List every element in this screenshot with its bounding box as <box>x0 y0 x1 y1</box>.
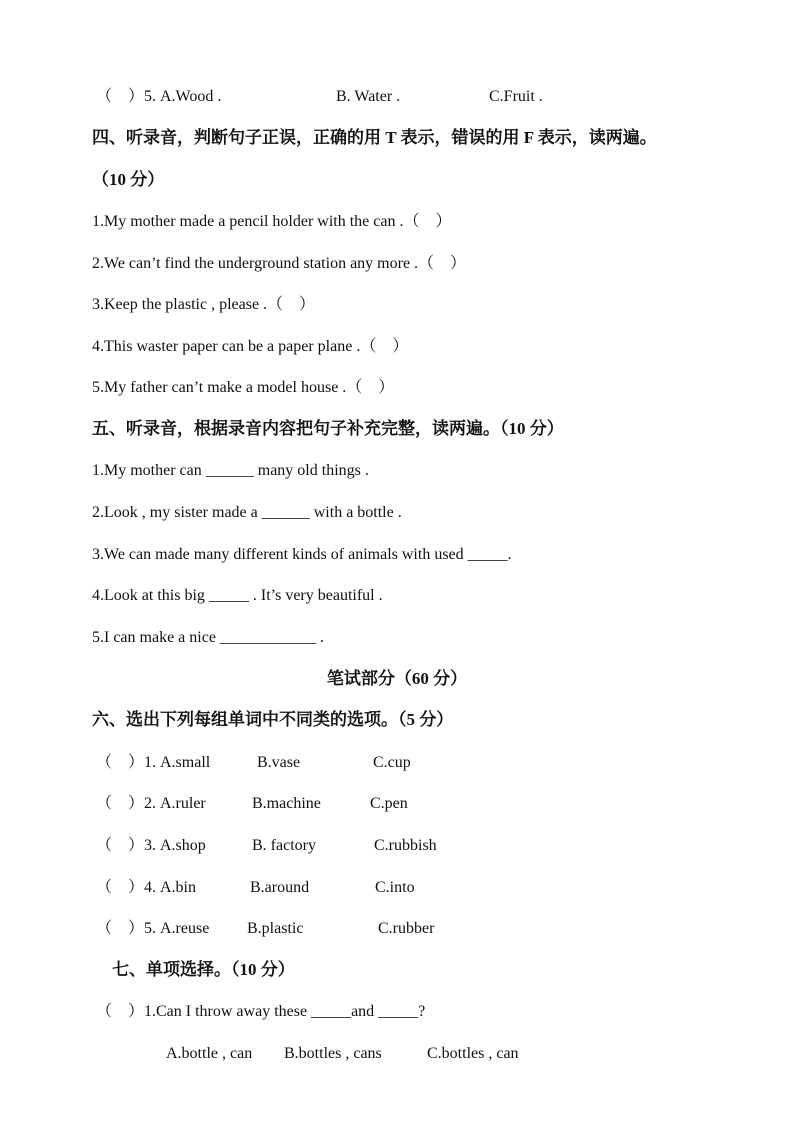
s7-q1-option-b: B.bottles , cans <box>284 1045 382 1062</box>
s6-item-4-option-a: A.bin <box>160 879 196 896</box>
s6-item-1-option-a: A.small <box>160 754 211 771</box>
s6-item-2-prefix: （ ）2. <box>96 795 157 812</box>
s6-item-3-prefix: （ ）3. <box>96 837 157 854</box>
s7-q1-option-c: C.bottles , can <box>427 1045 519 1062</box>
s5-item-5: 5.I can make a nice ____________ . <box>92 629 324 646</box>
s6-item-4-prefix: （ ）4. <box>96 879 157 896</box>
s4-item-3: 3.Keep the plastic , please .（ ） <box>92 296 316 313</box>
s6-item-5-prefix: （ ）5. <box>96 920 157 937</box>
s5-item-1: 1.My mother can ______ many old things . <box>92 462 369 479</box>
s4-item-4: 4.This waster paper can be a paper plane .（ ） <box>92 338 409 355</box>
s6-item-1-option-b: B.vase <box>257 754 301 771</box>
s6-item-4-option-c: C.into <box>375 879 415 896</box>
s4-item-2: 2.We can’t find the underground station any more .（ ） <box>92 255 467 272</box>
s6-item-3-option-b: B. factory <box>252 837 316 854</box>
s6-item-2-option-c: C.pen <box>370 795 408 812</box>
s6-item-2-option-b: B.machine <box>252 795 321 812</box>
s6-item-1-option-c: C.cup <box>373 754 411 771</box>
s3-q5-option-b: B. Water . <box>336 88 401 105</box>
written-part-title: 笔试部分（60 分） <box>326 669 468 688</box>
s6-item-5-option-c: C.rubber <box>378 920 435 937</box>
s3-q5-prefix: （ ）5. <box>96 88 157 105</box>
section4-heading: 四、听录音，判断句子正误，正确的用 T 表示，错误的用 F 表示，读两遍。 <box>92 128 657 147</box>
s6-item-5-option-a: A.reuse <box>160 920 210 937</box>
section6-heading: 六、选出下列每组单词中不同类的选项。（5 分） <box>92 710 454 729</box>
s3-q5-option-a: A.Wood . <box>160 88 222 105</box>
section4-score: （10 分） <box>92 170 165 189</box>
s6-item-3-option-a: A.shop <box>160 837 206 854</box>
s6-item-1-prefix: （ ）1. <box>96 754 157 771</box>
section7-heading: 七、单项选择。（10 分） <box>112 960 295 979</box>
s5-item-2: 2.Look , my sister made a ______ with a bottle . <box>92 504 402 521</box>
s4-item-5: 5.My father can’t make a model house .（ ） <box>92 379 395 396</box>
section5-heading: 五、听录音，根据录音内容把句子补充完整，读两遍。（10 分） <box>92 419 564 438</box>
s6-item-2-option-a: A.ruler <box>160 795 206 812</box>
s5-item-3: 3.We can made many different kinds of animals with used _____. <box>92 546 512 563</box>
s4-item-1: 1.My mother made a pencil holder with the can .（ ） <box>92 213 452 230</box>
s3-q5-option-c: C.Fruit . <box>489 88 543 105</box>
s7-q1-option-a: A.bottle , can <box>166 1045 253 1062</box>
s5-item-4: 4.Look at this big _____ . It’s very beautiful . <box>92 587 383 604</box>
s6-item-5-option-b: B.plastic <box>247 920 304 937</box>
s6-item-3-option-c: C.rubbish <box>374 837 437 854</box>
s6-item-4-option-b: B.around <box>250 879 310 896</box>
s7-q1-stem: （ ）1.Can I throw away these _____and _____? <box>96 1003 426 1020</box>
